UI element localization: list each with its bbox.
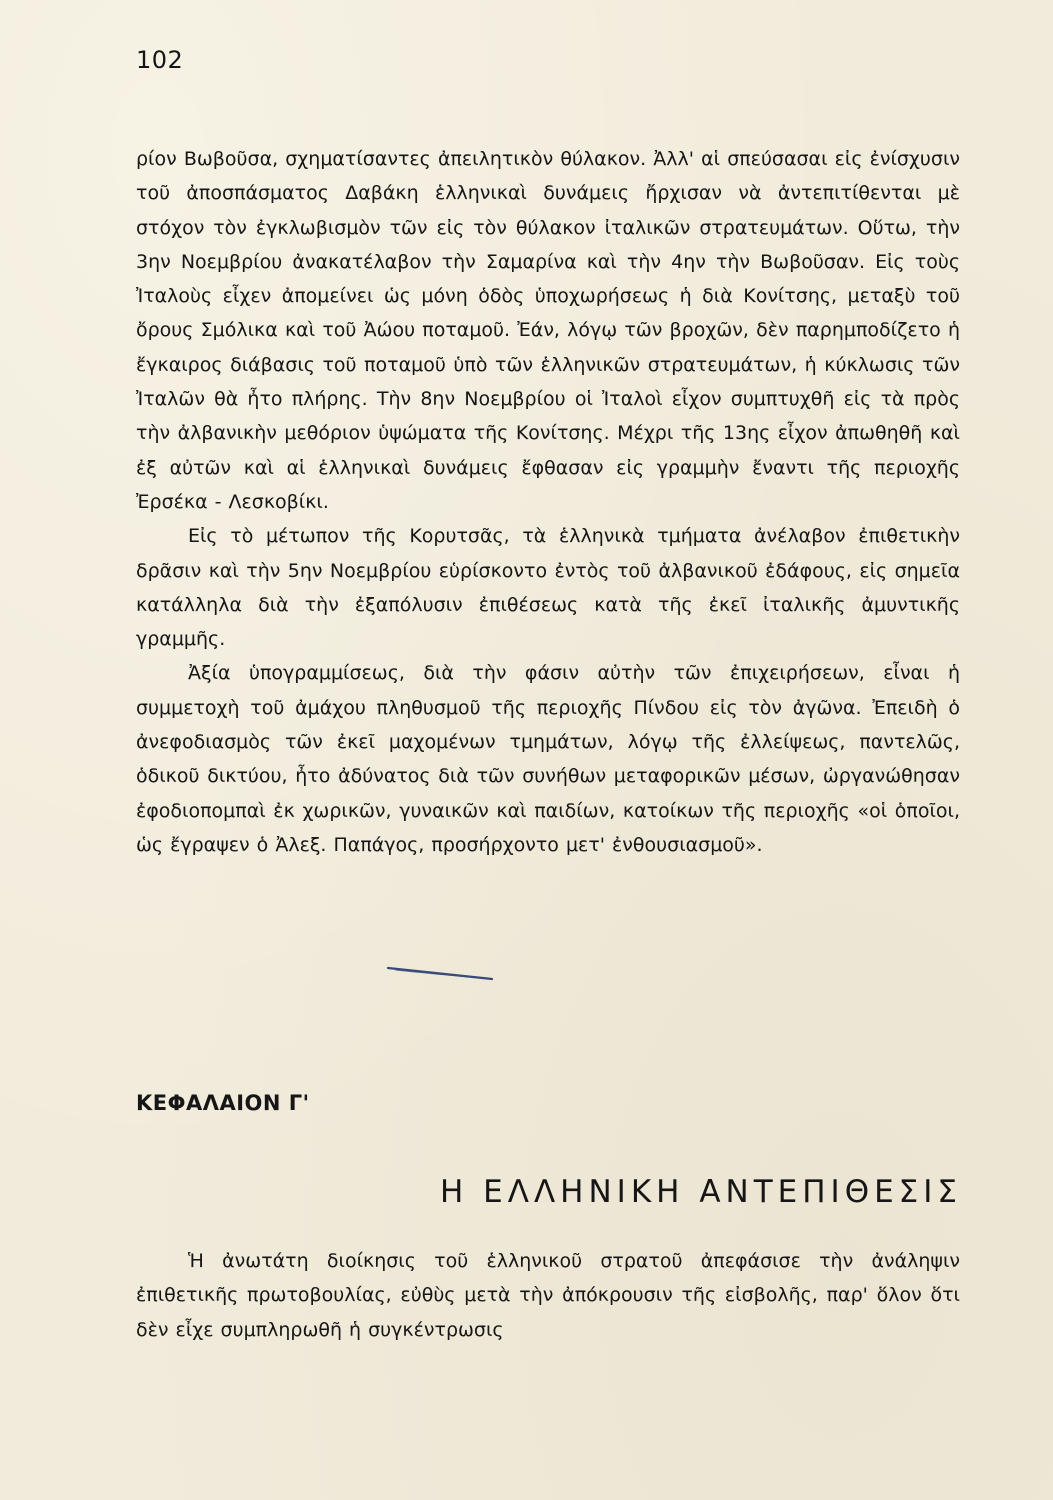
page-number: 102 bbox=[136, 46, 184, 74]
pen-underline-mark bbox=[386, 964, 496, 982]
paragraph: ρίον Βωβοῦσα, σχηματίσαντες ἀπειλητικὸν θύλακον. Ἀλλ' αἱ σπεύσασαι εἰς ἐνίσχυσιν τοῦ ἀποσπάσματος Δαβάκη ἑλληνικαὶ δυνάμεις ἤρχισαν νὰ ἀντεπιτίθενται μὲ στόχον τὸν ἐγκλωβισμὸν τῶν εἰς τὸν θύλακον ἰταλικῶν στρατευμάτων. Οὕτω, τὴν 3ην Νοεμβρίου ἀνακατέλαβον τὴν Σαμαρίνα καὶ τὴν 4ην τὴν Βωβοῦσαν. Εἰς τοὺς Ἰταλοὺς εἶχεν ἀπομείνει ὡς μόνη ὁδὸς ὑποχωρήσεως ἡ διὰ Κονίτσης, μεταξὺ τοῦ ὄρους Σμόλικα καὶ τοῦ Ἀώου ποταμοῦ. Ἐάν, λόγῳ τῶν βροχῶν, δὲν παρημποδίζετο ἡ ἔγκαιρος διάβασις τοῦ ποταμοῦ ὑπὸ τῶν ἑλληνικῶν στρατευμάτων, ἡ κύκλωσις τῶν Ἰταλῶν θὰ ἦτο πλήρης. Τὴν 8ην Νοεμβρίου οἱ Ἰταλοὶ εἶχον συμπτυχθῆ εἰς τὰ πρὸς τὴν ἀλβανικὴν μεθόριον ὑψώματα τῆς Κονίτσης. Μέχρι τῆς 13ης εἶχον ἀπωθηθῆ καὶ ἐξ αὐτῶν καὶ αἱ ἑλληνικαὶ δυνάμεις ἔφθασαν εἰς γραμμὴν ἔναντι τῆς περιοχῆς Ἐρσέκα - Λεσκοβίκι. bbox=[136, 148, 960, 513]
chapter-label: ΚΕΦΑΛΑΙΟΝ Γ' bbox=[136, 1091, 310, 1115]
paragraph: Εἰς τὸ μέτωπον τῆς Κορυτσᾶς, τὰ ἑλληνικὰ τμήματα ἀνέλαβον ἐπιθετικὴν δρᾶσιν καὶ τὴν 5ην Νοεμβρίου εὑρίσκοντο ἐντὸς τοῦ ἀλβανικοῦ ἐδάφους, εἰς σημεῖα κατάλληλα διὰ τὴν ἐξαπόλυσιν ἐπιθέσεως κατὰ τῆς ἐκεῖ ἰταλικῆς ἀμυντικῆς γραμμῆς. bbox=[136, 525, 960, 651]
body-text-top bbox=[136, 142, 960, 862]
paragraph: Ἀξία ὑπογραμμίσεως, διὰ τὴν φάσιν αὐτὴν τῶν ἐπιχειρήσεων, εἶναι ἡ συμμετοχὴ τοῦ ἀμάχου πληθυσμοῦ τῆς περιοχῆς Πίνδου εἰς τὸν ἀγῶνα. Ἐπειδὴ ὁ ἀνεφοδιασμὸς τῶν ἐκεῖ μαχομένων τμημάτων, λόγῳ τῆς ἐλλείψεως, παντελῶς, ὁδικοῦ δικτύου, ἦτο ἀδύνατος διὰ τῶν συνήθων μεταφορικῶν μέσων, ὠργανώθησαν ἐφοδιοπομπαὶ ἐκ χωρικῶν, γυναικῶν καὶ παιδίων, κατοίκων τῆς περιοχῆς «οἱ ὁποῖοι, ὡς ἔγραψεν ὁ Ἀλεξ. Παπάγος, προσήρχοντο μετ' ἐνθουσιασμοῦ». bbox=[136, 662, 960, 856]
section-title: Η ΕΛΛΗΝΙΚΗ ΑΝΤΕΠΙΘΕΣΙΣ bbox=[440, 1174, 962, 1210]
body-text-bottom bbox=[136, 1244, 960, 1347]
paragraph: Ἡ ἀνωτάτη διοίκησις τοῦ ἑλληνικοῦ στρατοῦ ἀπεφάσισε τὴν ἀνάληψιν ἐπιθετικῆς πρωτοβουλίας, εὐθὺς μετὰ τὴν ἀπόκρουσιν τῆς εἰσβολῆς, παρ' ὅλον ὅτι δὲν εἶχε συμπληρωθῆ ἡ συγκέντρωσις bbox=[136, 1250, 960, 1341]
